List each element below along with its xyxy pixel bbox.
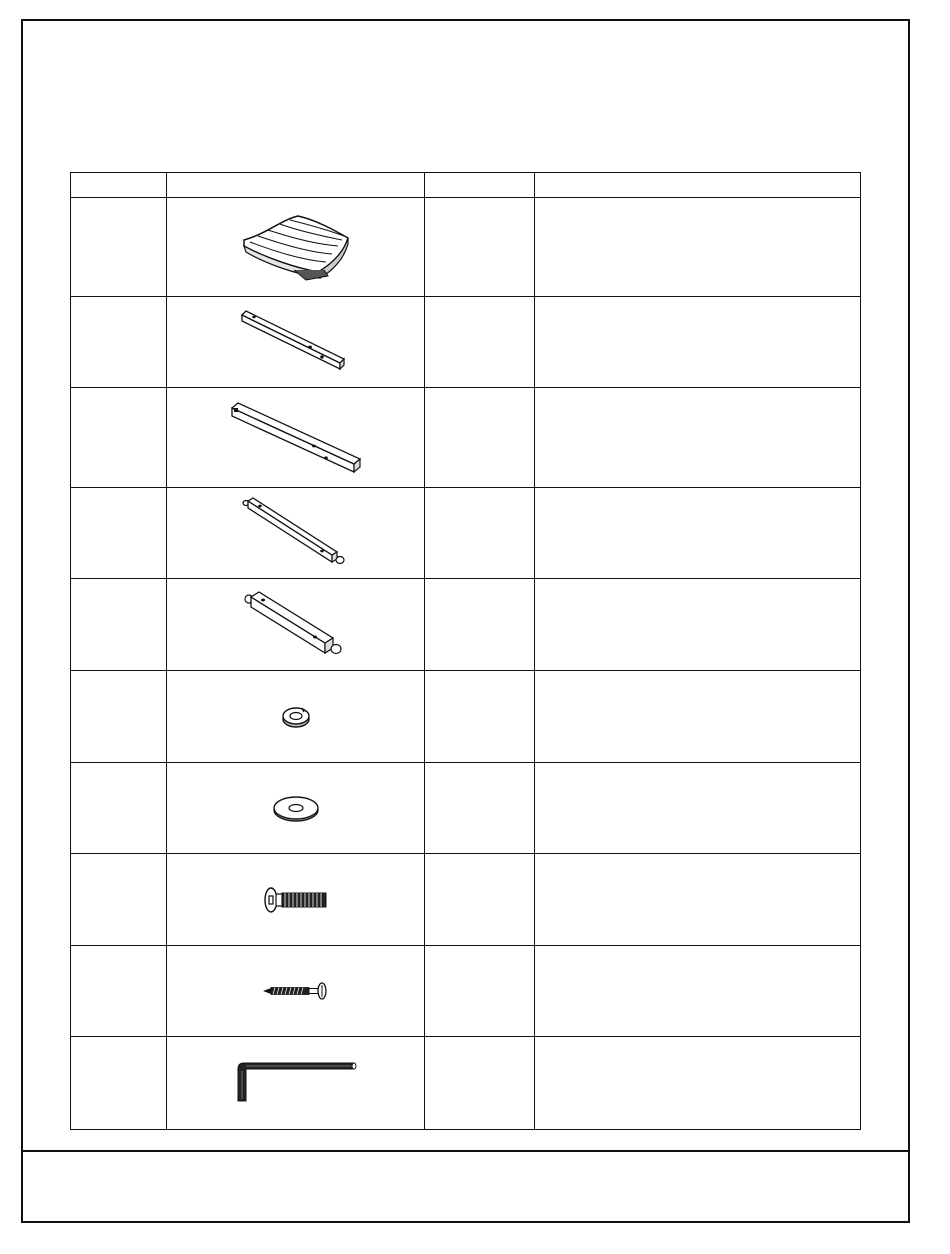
part-image-cell <box>167 198 425 297</box>
part-description <box>535 388 861 488</box>
part-key <box>71 198 167 297</box>
table-row <box>71 946 861 1037</box>
part-image-cell <box>167 388 425 488</box>
wood-screw-icon <box>261 979 331 1003</box>
table-row <box>71 854 861 946</box>
flat-washer-icon <box>269 792 323 824</box>
long-square-bar-icon <box>226 398 366 478</box>
lock-washer-icon <box>276 702 316 732</box>
part-image-cell <box>167 579 425 671</box>
hex-bolt-icon <box>261 884 331 916</box>
part-quantity <box>425 198 535 297</box>
part-key <box>71 297 167 388</box>
part-description <box>535 297 861 388</box>
part-description <box>535 854 861 946</box>
allen-wrench-icon <box>234 1061 358 1105</box>
part-image-cell <box>167 297 425 388</box>
part-image-cell <box>167 488 425 579</box>
footer-divider <box>21 1150 910 1152</box>
part-quantity <box>425 946 535 1037</box>
part-key <box>71 946 167 1037</box>
table-row <box>71 671 861 763</box>
table-row <box>71 579 861 671</box>
header-key <box>71 173 167 198</box>
table-row <box>71 488 861 579</box>
header-qty <box>425 173 535 198</box>
part-quantity <box>425 488 535 579</box>
thick-bar-with-pins-icon <box>241 587 351 663</box>
seat-cushion-icon <box>236 212 356 282</box>
part-key <box>71 579 167 671</box>
part-description <box>535 198 861 297</box>
table-row <box>71 297 861 388</box>
part-quantity <box>425 388 535 488</box>
part-key <box>71 488 167 579</box>
part-quantity <box>425 1037 535 1130</box>
part-key <box>71 763 167 854</box>
part-description <box>535 1037 861 1130</box>
table-row <box>71 763 861 854</box>
part-key <box>71 854 167 946</box>
part-description <box>535 763 861 854</box>
part-description <box>535 488 861 579</box>
part-key <box>71 388 167 488</box>
parts-list-table <box>70 172 861 1130</box>
part-quantity <box>425 297 535 388</box>
part-description <box>535 579 861 671</box>
part-image-cell <box>167 946 425 1037</box>
header-part <box>167 173 425 198</box>
part-quantity <box>425 579 535 671</box>
part-image-cell <box>167 763 425 854</box>
part-quantity <box>425 763 535 854</box>
part-quantity <box>425 671 535 763</box>
table-row <box>71 198 861 297</box>
part-image-cell <box>167 1037 425 1130</box>
table-row <box>71 388 861 488</box>
part-description <box>535 671 861 763</box>
part-key <box>71 671 167 763</box>
part-key <box>71 1037 167 1130</box>
table-header-row <box>71 173 861 198</box>
part-description <box>535 946 861 1037</box>
table-row <box>71 1037 861 1130</box>
short-square-bar-icon <box>236 307 356 377</box>
bar-with-pins-icon <box>236 495 356 571</box>
part-image-cell <box>167 854 425 946</box>
header-description <box>535 173 861 198</box>
part-image-cell <box>167 671 425 763</box>
part-quantity <box>425 854 535 946</box>
